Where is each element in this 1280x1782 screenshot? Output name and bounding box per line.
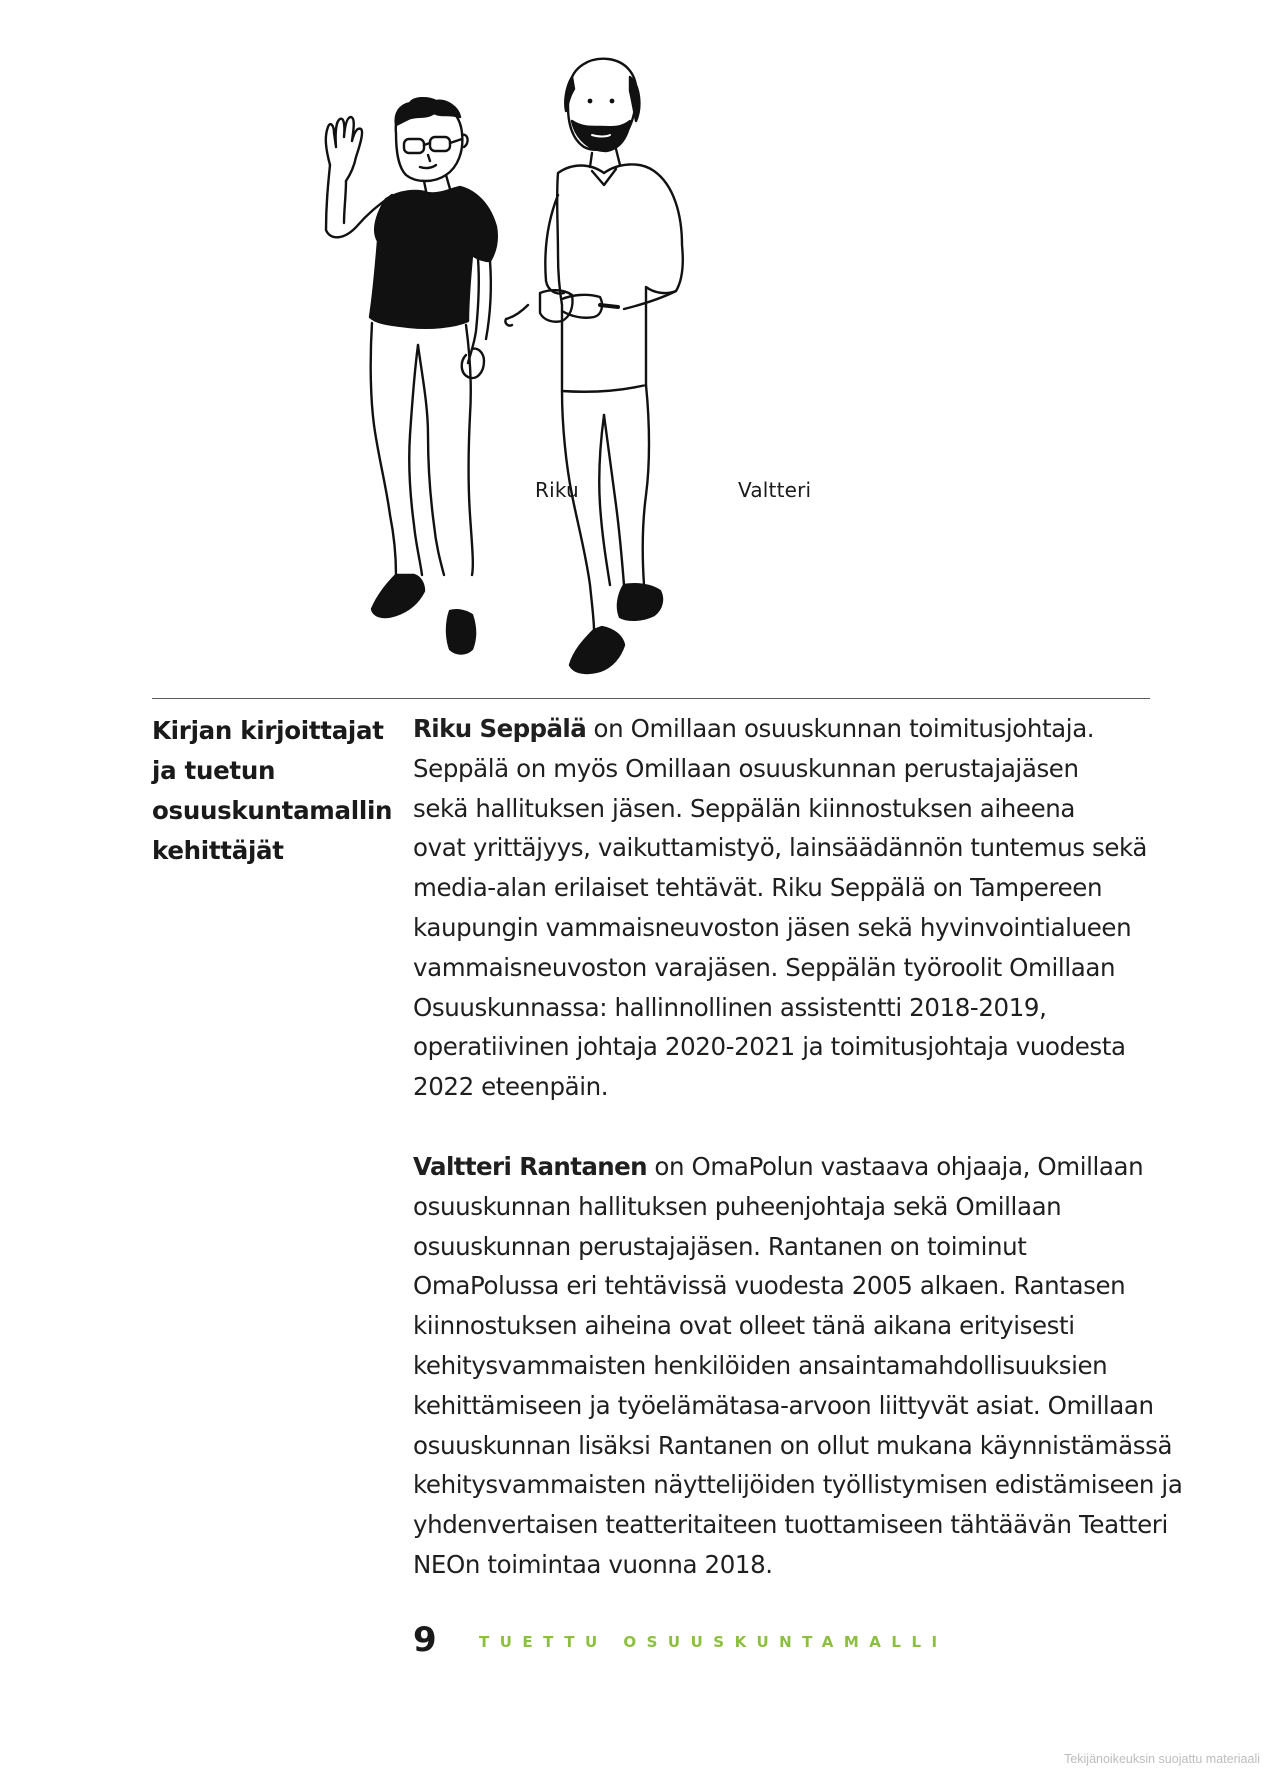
bio-line: osuuskunnan perustajajäsen. Rantanen on toiminut: [413, 1231, 1027, 1261]
valtteri-name: Valtteri Rantanen: [413, 1151, 647, 1181]
heading-line: ja tuetun: [152, 756, 276, 785]
bio-valtteri: [413, 1147, 1183, 1585]
copyright-watermark: Tekijänoikeuksin suojattu materiaali: [1064, 1752, 1260, 1766]
bio-line: kiinnostuksen aiheina ovat olleet tänä aikana erityisesti: [413, 1311, 1075, 1341]
bio-line: kaupungin vammaisneuvoston jäsen sekä hyvinvointialueen: [413, 912, 1132, 942]
riku-label: Riku: [535, 478, 579, 502]
bio-line: [413, 709, 1173, 749]
page-number: 9: [413, 1620, 437, 1660]
heading-line: Kirjan kirjoittajat: [152, 716, 384, 745]
section-divider: [152, 698, 1150, 699]
heading-line: kehittäjät: [152, 836, 284, 865]
bio-line: ovat yrittäjyys, vaikuttamistyö, lainsäädännön tuntemus sekä: [413, 833, 1148, 863]
bio-line: kehittämiseen ja työelämätasa-arvoon liittyvät asiat. Omillaan: [413, 1390, 1154, 1420]
valtteri-figure: [505, 59, 682, 673]
bio-line: Osuuskunnassa: hallinnollinen assistentti 2018-2019,: [413, 992, 1047, 1022]
bio-line: operatiivinen johtaja 2020-2021 ja toimitusjohtaja vuodesta: [413, 1032, 1126, 1062]
bio-riku: [413, 709, 1173, 1107]
riku-name: Riku Seppälä: [413, 714, 587, 743]
bio-line: NEOn toimintaa vuonna 2018.: [413, 1549, 773, 1579]
author-bios: [413, 709, 1183, 1585]
bio-line: osuuskunnan hallituksen puheenjohtaja sekä Omillaan: [413, 1191, 1062, 1221]
sidebar-heading: [152, 711, 392, 871]
page-footer: [413, 1620, 948, 1660]
authors-illustration: [300, 55, 820, 690]
running-title: TUETTU OSUUSKUNTAMALLI: [479, 1633, 948, 1651]
bio-line: sekä hallituksen jäsen. Seppälän kiinnostuksen aiheena: [413, 793, 1075, 823]
riku-figure: [326, 98, 497, 653]
bio-line: Seppälä on myös Omillaan osuuskunnan perustajajäsen: [413, 753, 1079, 783]
bio-line: media-alan erilaiset tehtävät. Riku Seppälä on Tampereen: [413, 873, 1103, 903]
bio-line: osuuskunnan lisäksi Rantanen on ollut mukana käynnistämässä: [413, 1430, 1173, 1460]
valtteri-label: Valtteri: [738, 478, 812, 502]
bio-line: [413, 1147, 1173, 1187]
bio-line: OmaPolussa eri tehtävissä vuodesta 2005 alkaen. Rantasen: [413, 1271, 1126, 1301]
bio-line: kehitysvammaisten henkilöiden ansaintamahdollisuuksien: [413, 1350, 1108, 1380]
bio-text: on OmaPolun vastaava ohjaaja, Omillaan: [647, 1151, 1144, 1181]
heading-line: osuuskuntamallin: [152, 796, 393, 825]
bio-line: kehitysvammaisten näyttelijöiden työllistymisen edistämiseen ja: [413, 1470, 1183, 1500]
bio-line: 2022 eteenpäin.: [413, 1072, 609, 1102]
bio-line: yhdenvertaisen teatteritaiteen tuottamiseen tähtäävän Teatteri: [413, 1510, 1168, 1540]
bio-text: on Omillaan osuuskunnan toimitusjohtaja.: [586, 714, 1095, 743]
bio-line: vammaisneuvoston varajäsen. Seppälän työroolit Omillaan: [413, 952, 1116, 982]
